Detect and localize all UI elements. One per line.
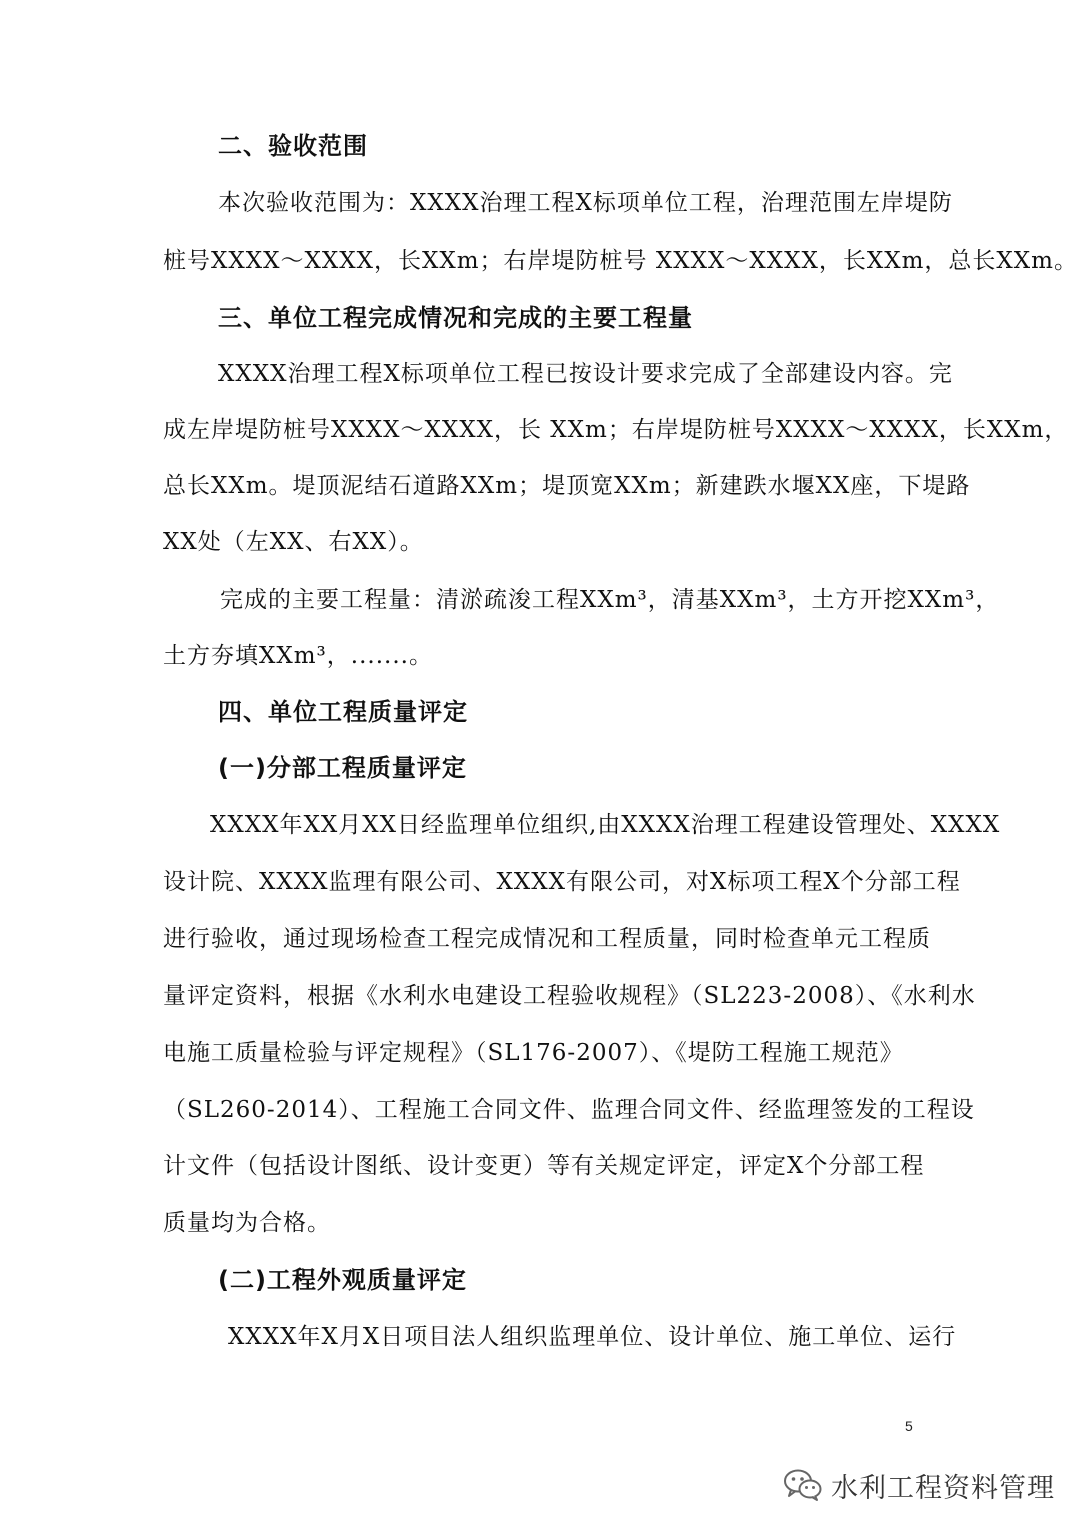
paragraph-line: 设计院、XXXX监理有限公司、XXXX有限公司，对X标项工程X个分部工程 [163, 869, 961, 895]
paragraph-line: XXXX年X月X日项目法人组织监理单位、设计单位、施工单位、运行 [228, 1324, 957, 1350]
paragraph-line: 质量均为合格。 [163, 1210, 331, 1236]
paragraph-line: 本次验收范围为：XXXX治理工程X标项单位工程，治理范围左岸堤防 [218, 190, 953, 216]
paragraph-line: 成左岸堤防桩号XXXX～XXXX，长 XXm；右岸堤防桩号XXXX～XXXX，长XXm， [163, 417, 1069, 443]
paragraph-line: XXXX治理工程X标项单位工程已按设计要求完成了全部建设内容。完 [218, 361, 953, 387]
wechat-icon [783, 1468, 823, 1502]
paragraph-line: 土方夯填XXm³，.......。 [163, 643, 433, 669]
paragraph-line: 量评定资料，根据《水利水电建设工程验收规程》（SL223-2008）、《水利水 [163, 983, 976, 1009]
subsection-heading-appearance: (二)工程外观质量评定 [218, 1266, 467, 1294]
subsection-heading-division: (一)分部工程质量评定 [218, 754, 467, 782]
paragraph-line: XX处（左XX、右XX）。 [163, 529, 424, 555]
page-number: 5 [905, 1418, 913, 1434]
paragraph-line: XXXX年XX月XX日经监理单位组织,由XXXX治理工程建设管理处、XXXX [210, 812, 1001, 838]
paragraph-line: （SL260-2014）、工程施工合同文件、监理合同文件、经监理签发的工程设 [163, 1097, 975, 1123]
paragraph-line: 计文件（包括设计图纸、设计变更）等有关规定评定，评定X个分部工程 [163, 1153, 925, 1179]
section-heading-scope: 二、验收范围 [218, 132, 368, 160]
paragraph-line: 桩号XXXX～XXXX，长XXm；右岸堤防桩号 XXXX～XXXX，长XXm，总长XXm。 [163, 248, 1078, 274]
watermark-text: 水利工程资料管理 [831, 1472, 1055, 1504]
section-heading-quality: 四、单位工程质量评定 [218, 698, 468, 726]
watermark [783, 1463, 1055, 1507]
section-heading-completion: 三、单位工程完成情况和完成的主要工程量 [218, 304, 693, 332]
paragraph-line: 电施工质量检验与评定规程》（SL176-2007）、《堤防工程施工规范》 [163, 1040, 904, 1066]
paragraph-line: 完成的主要工程量：清淤疏浚工程XXm³，清基XXm³，土方开挖XXm³， [220, 587, 1000, 613]
paragraph-line: 进行验收，通过现场检查工程完成情况和工程质量，同时检查单元工程质 [163, 926, 931, 952]
paragraph-line: 总长XXm。堤顶泥结石道路XXm；堤顶宽XXm；新建跌水堰XX座，下堤路 [163, 473, 971, 499]
